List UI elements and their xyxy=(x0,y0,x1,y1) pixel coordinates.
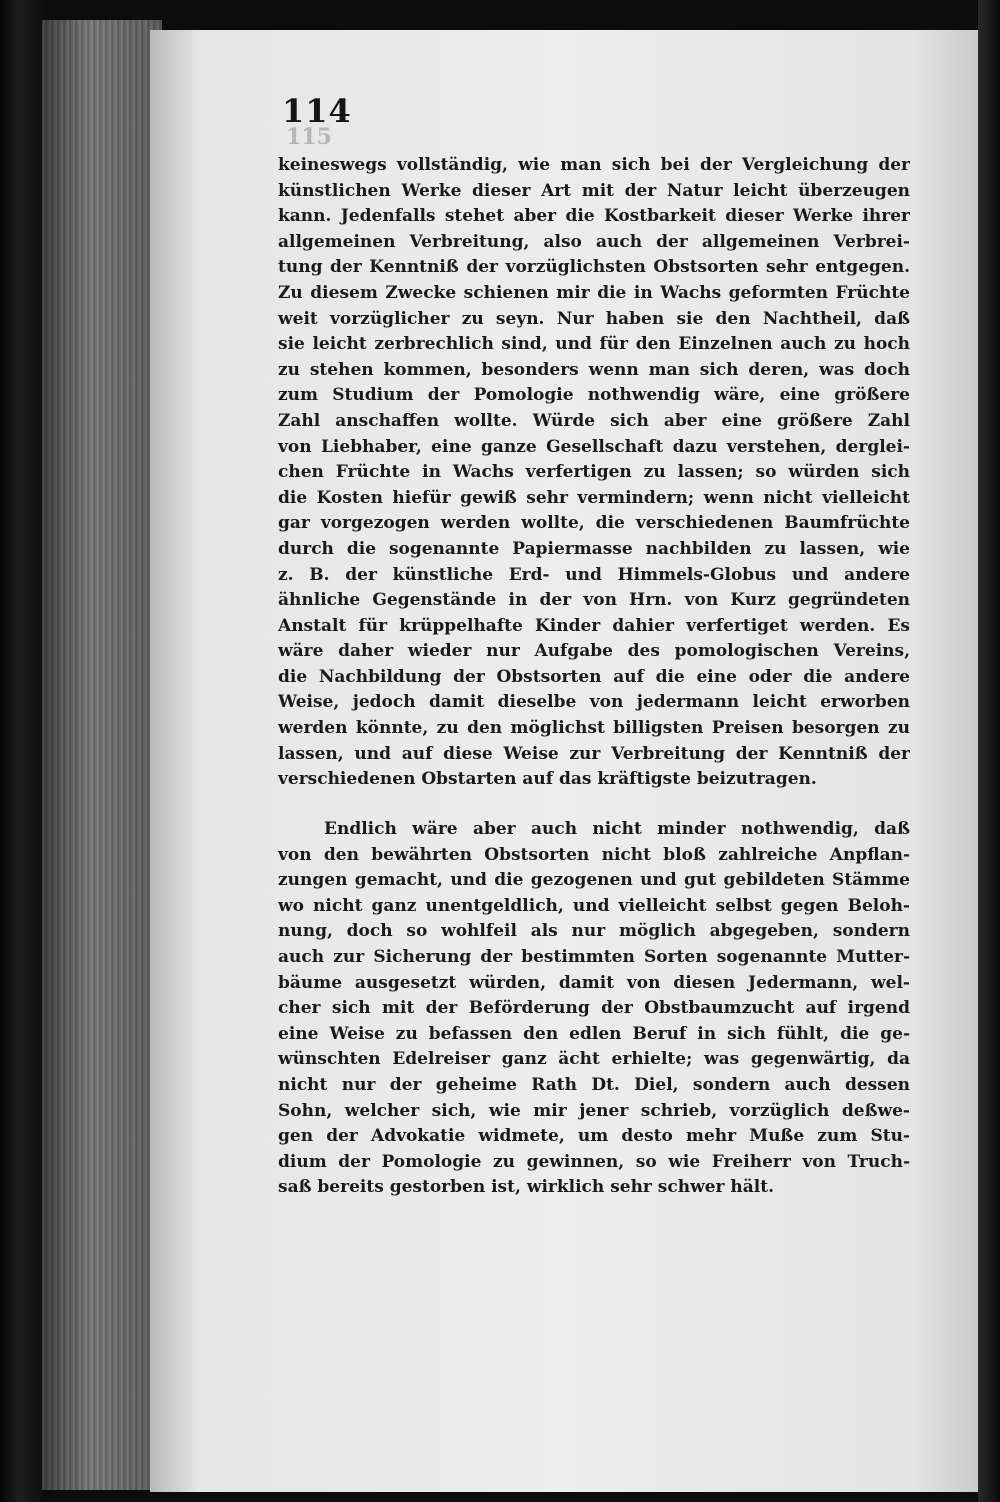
text-line: Zahl anschaffen wollte. Würde sich aber eine größere Zahl xyxy=(278,410,910,431)
text-line: wünschten Edelreiser ganz ächt erhielte; was gegenwärtig, da xyxy=(278,1049,910,1070)
text-line: ähnliche Gegenstände in der von Hrn. von Kurz gegründeten xyxy=(278,590,910,611)
text-line: saß bereits gestorben ist, wirklich sehr schwer hält. xyxy=(278,1177,775,1198)
text-line: z. B. der künstliche Erd- und Himmels-Globus und andere xyxy=(278,564,910,585)
text-line: bäume ausgesetzt würden, damit von diesen Jedermann, wel- xyxy=(278,972,910,993)
text-line: sie leicht zerbrechlich sind, und für den Einzelnen auch zu hoch xyxy=(278,334,910,355)
text-line: auch zur Sicherung der bestimmten Sorten sogenannte Mutter- xyxy=(278,946,910,967)
text-line: wäre daher wieder nur Aufgabe des pomologischen Vereins, xyxy=(278,641,910,662)
text-line: durch die sogenannte Papiermasse nachbilden zu lassen, wie xyxy=(278,538,910,559)
right-background xyxy=(978,0,1000,1502)
text-line: nicht nur der geheime Rath Dt. Diel, sondern auch dessen xyxy=(278,1074,910,1095)
text-line: weit vorzüglicher zu seyn. Nur haben sie den Nachtheil, daß xyxy=(278,308,910,329)
text-line: werden könnte, zu den möglichst billigsten Preisen besorgen zu xyxy=(278,718,910,739)
text-line: tung der Kenntniß der vorzüglichsten Obstsorten sehr entgegen. xyxy=(278,257,910,278)
text-line: Zu diesem Zwecke schienen mir die in Wachs geformten Früchte xyxy=(278,282,910,303)
text-line: keineswegs vollständig, wie man sich bei der Vergleichung der xyxy=(278,155,910,175)
paragraph-1 xyxy=(278,153,910,793)
text-line: zum Studium der Pomologie nothwendig wäre, eine größere xyxy=(278,385,910,406)
page-edges-shadow xyxy=(42,20,162,1490)
text-line: wo nicht ganz unentgeldlich, und vielleicht selbst gegen Beloh- xyxy=(278,895,910,916)
text-line: Endlich wäre aber auch nicht minder nothwendig, daß xyxy=(324,819,910,839)
text-line: zu stehen kommen, besonders wenn man sich deren, was doch xyxy=(278,359,910,380)
text-line: lassen, und auf diese Weise zur Verbreitung der Kenntniß der xyxy=(278,743,910,764)
bleed-through-page-number: 115 xyxy=(286,124,332,150)
text-line: cher sich mit der Beförderung der Obstbaumzucht auf irgend xyxy=(278,998,910,1019)
text-line: künstlichen Werke dieser Art mit der Natur leicht überzeugen xyxy=(278,180,910,201)
page-number: 114 xyxy=(282,92,352,130)
text-line: zungen gemacht, und die gezogenen und gut gebildeten Stämme xyxy=(278,870,910,891)
text-line: dium der Pomologie zu gewinnen, so wie Freiherr von Truch- xyxy=(278,1151,910,1172)
text-line: die Nachbildung der Obstsorten auf die eine oder die andere xyxy=(278,666,910,687)
paragraph-2 xyxy=(278,817,910,1201)
text-line: nung, doch so wohlfeil als nur möglich abgegeben, sondern xyxy=(278,921,910,942)
text-line: von Liebhaber, eine ganze Gesellschaft dazu verstehen, derglei- xyxy=(278,436,910,457)
text-line: Anstalt für krüppelhafte Kinder dahier verfertiget werden. Es xyxy=(278,615,910,636)
text-line: Weise, jedoch damit dieselbe von jedermann leicht erworben xyxy=(278,692,910,713)
text-line: die Kosten hiefür gewiß sehr vermindern; wenn nicht vielleicht xyxy=(278,487,910,508)
text-line: allgemeinen Verbreitung, also auch der allgemeinen Verbrei- xyxy=(278,231,910,252)
book-spine xyxy=(0,0,42,1502)
text-line: Sohn, welcher sich, wie mir jener schrieb, vorzüglich deßwe- xyxy=(278,1100,910,1121)
text-line: kann. Jedenfalls stehet aber die Kostbarkeit dieser Werke ihrer xyxy=(278,206,910,227)
text-line: chen Früchte in Wachs verfertigen zu lassen; so würden sich xyxy=(278,462,910,483)
text-line: verschiedenen Obstarten auf das kräftigste beizutragen. xyxy=(278,769,817,790)
text-line: gen der Advokatie widmete, um desto mehr Muße zum Stu- xyxy=(278,1126,910,1147)
text-line: von den bewährten Obstsorten nicht bloß zahlreiche Anpflan- xyxy=(278,844,910,865)
text-line: eine Weise zu befassen den edlen Beruf in sich fühlt, die ge- xyxy=(278,1023,910,1044)
text-line: gar vorgezogen werden wollte, die verschiedenen Baumfrüchte xyxy=(278,513,910,534)
